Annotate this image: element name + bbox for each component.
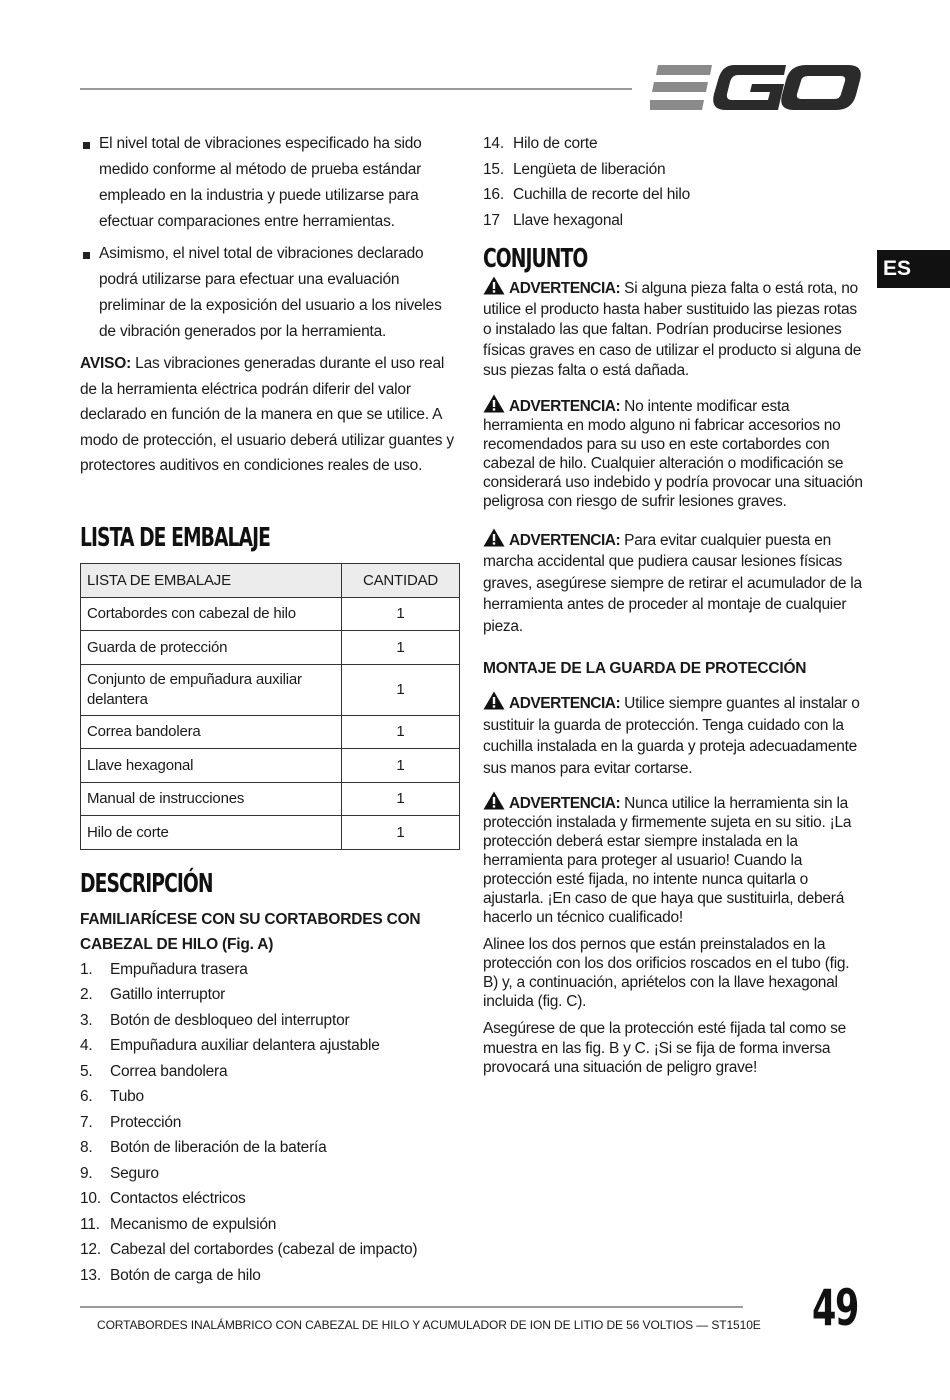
aviso-text: Las vibraciones generadas durante el uso real de la herramienta eléctrica podrán diferir del valor declarado en función de la manera en que se utilice. A modo de protección, el usuario deberá utilizar guantes y protectores auditivos en condiciones reales de uso. xyxy=(80,355,454,474)
item-text: Cuchilla de recorte del hilo xyxy=(513,186,691,203)
item-text: Botón de desbloqueo del interruptor xyxy=(110,1011,350,1029)
table-header-row xyxy=(81,563,460,597)
item-number: 2. xyxy=(80,986,93,1003)
qty-cell: 1 xyxy=(342,664,460,715)
item-cell: Conjunto de empuñadura auxiliar delantera xyxy=(81,664,342,715)
qty-cell: 1 xyxy=(342,782,460,816)
aviso-paragraph xyxy=(80,351,460,479)
warning-text: Si alguna pieza falta o está rota, no utilice el producto hasta haber sustituido las piezas rotas o instalado las que faltan. Podrían producirse lesiones físicas graves en caso de utilizar el producto si alguna de sus piezas falta o está dañada. xyxy=(483,280,862,379)
qty-cell: 1 xyxy=(342,749,460,783)
table-row xyxy=(81,715,460,749)
ego-logo xyxy=(650,62,862,114)
parts-list-continued xyxy=(483,131,863,233)
item-cell: Llave hexagonal xyxy=(81,749,342,783)
item-cell: Hilo de corte xyxy=(81,816,342,850)
item-text: Seguro xyxy=(110,1164,159,1182)
warning-text: Para evitar cualquier puesta en marcha accidental que pudiera causar lesiones físicas graves, asegúrese siempre de retirar el acumulador de la herramienta antes de proceder al montaje de cualquier pieza. xyxy=(483,531,862,635)
vibration-bullets xyxy=(80,131,460,345)
description-subheading: FAMILIARÍCESE CON SU CORTABORDES CON CABEZAL DE HILO (Fig. A) xyxy=(80,910,421,953)
item-number: 10. xyxy=(80,1190,101,1207)
list-item xyxy=(80,1161,460,1187)
table-row xyxy=(81,816,460,850)
table-row xyxy=(81,749,460,783)
guard-heading: MONTAJE DE LA GUARDA DE PROTECCIÓN xyxy=(483,660,807,677)
table-row xyxy=(81,664,460,715)
bullet-item: El nivel total de vibraciones especificado ha sido medido conforme al método de prueba estándar empleado en la industria y puede utilizarse para efectuar comparaciones entre herramientas. xyxy=(80,131,460,235)
item-text: Gatillo interruptor xyxy=(110,986,226,1003)
warning-block xyxy=(483,276,863,382)
conjunto-heading: CONJUNTO xyxy=(483,244,588,274)
item-text: Llave hexagonal xyxy=(513,211,623,229)
left-column xyxy=(80,131,460,1288)
item-number: 4. xyxy=(80,1037,93,1054)
item-number: 8. xyxy=(80,1139,93,1156)
list-item xyxy=(80,1033,460,1059)
item-text: Cabezal del cortabordes (cabezal de impacto) xyxy=(110,1241,418,1258)
warning-label: ADVERTENCIA: xyxy=(509,795,621,812)
list-item xyxy=(80,982,460,1008)
item-text: Correa bandolera xyxy=(110,1062,228,1080)
warning-triangle-icon xyxy=(483,691,505,710)
item-number: 9. xyxy=(80,1164,93,1182)
warning-block xyxy=(483,691,863,779)
aviso-label: AVISO: xyxy=(80,355,132,372)
list-item xyxy=(80,1237,460,1263)
list-item xyxy=(80,1212,460,1238)
list-item xyxy=(80,1135,460,1161)
list-item xyxy=(483,208,863,234)
list-item xyxy=(80,1263,460,1289)
warning-text: Nunca utilice la herramienta sin la protección instalada y firmemente sujeta en su sitio. ¡La protección deberá estar siempre instalada en la herramienta para proteger al usuario! Cuando la protección esté fijada, no intente nunca quitarla o ajustarla. ¡En caso de que haya que sustituirla, deberá hacerlo un técnico cualificado! xyxy=(483,795,852,926)
list-item xyxy=(483,182,863,208)
warning-text: Utilice siempre guantes al instalar o sustituir la guarda de protección. Tenga cuidado con la cuchilla instalada en la guarda y proteja adecuadamente sus manos para evitar cortarse. xyxy=(483,695,860,777)
warning-label: ADVERTENCIA: xyxy=(509,280,621,297)
packing-table xyxy=(80,563,460,850)
item-number: 5. xyxy=(80,1062,93,1080)
table-row xyxy=(81,782,460,816)
warning-triangle-icon xyxy=(483,394,505,413)
footer-title: CORTABORDES INALÁMBRICO CON CABEZAL DE HILO Y ACUMULADOR DE ION DE LITIO DE 56 VOLTIOS — ST1510E xyxy=(97,1318,761,1332)
warning-text: No intente modificar esta herramienta en modo alguno ni fabricar accesorios no recomendados para su uso en este cortabordes con cabezal de hilo. Cualquier alteración o modificación se considerará uso indebido y podría provocar una situación peligrosa con riesgo de sufrir lesiones graves. xyxy=(483,397,863,510)
packing-heading: LISTA DE EMBALAJE xyxy=(80,522,270,553)
item-text: Empuñadura auxiliar delantera ajustable xyxy=(110,1037,380,1054)
item-number: 14. xyxy=(483,135,504,152)
item-text: Lengüeta de liberación xyxy=(513,160,666,178)
col-header-item: LISTA DE EMBALAJE xyxy=(81,563,342,597)
warning-triangle-icon xyxy=(483,528,505,547)
item-cell: Guarda de protección xyxy=(81,631,342,665)
item-cell: Manual de instrucciones xyxy=(81,782,342,816)
item-number: 13. xyxy=(80,1266,101,1284)
item-number: 6. xyxy=(80,1088,93,1105)
warning-block xyxy=(483,528,863,638)
qty-cell: 1 xyxy=(342,816,460,850)
col-header-qty: CANTIDAD xyxy=(342,563,460,597)
warning-block xyxy=(483,394,863,511)
description-heading: DESCRIPCIÓN xyxy=(80,868,213,899)
list-item xyxy=(80,1008,460,1034)
item-text: Mecanismo de expulsión xyxy=(110,1215,277,1233)
item-text: Protección xyxy=(110,1113,182,1131)
warning-triangle-icon xyxy=(483,276,505,295)
item-cell: Correa bandolera xyxy=(81,715,342,749)
align-paragraph: Alinee los dos pernos que están preinstalados en la protección con los dos orificios roscados en el tubo (fig. B) y, a continuación, apriételos con la llave hexagonal incluida (fig. C). xyxy=(483,936,850,1010)
item-number: 16. xyxy=(483,186,504,203)
qty-cell: 1 xyxy=(342,597,460,631)
item-number: 7. xyxy=(80,1113,93,1131)
item-text: Tubo xyxy=(110,1088,144,1105)
item-text: Botón de carga de hilo xyxy=(110,1266,261,1284)
list-item xyxy=(483,157,863,183)
list-item xyxy=(483,131,863,157)
warning-label: ADVERTENCIA: xyxy=(509,531,621,549)
item-text: Empuñadura trasera xyxy=(110,960,248,978)
item-cell: Cortabordes con cabezal de hilo xyxy=(81,597,342,631)
list-item xyxy=(80,1186,460,1212)
table-row xyxy=(81,631,460,665)
bullet-item: Asimismo, el nivel total de vibraciones declarado podrá utilizarse para efectuar una evaluación preliminar de la exposición del usuario a los niveles de vibración generados por la herramienta. xyxy=(80,241,460,345)
table-row xyxy=(81,597,460,631)
warning-block xyxy=(483,791,863,927)
header-rule xyxy=(80,88,632,90)
right-column xyxy=(483,131,863,1078)
item-number: 12. xyxy=(80,1241,101,1258)
footer-rule xyxy=(80,1306,743,1308)
qty-cell: 1 xyxy=(342,715,460,749)
page-number: 49 xyxy=(812,1279,858,1337)
item-number: 1. xyxy=(80,960,93,978)
qty-cell: 1 xyxy=(342,631,460,665)
guard-check-paragraph: Asegúrese de que la protección esté fijada tal como se muestra en las fig. B y C. ¡Si se fija de forma inversa provocará una situación de peligro grave! xyxy=(483,1020,847,1076)
warning-label: ADVERTENCIA: xyxy=(509,397,621,415)
item-number: 17 xyxy=(483,211,500,229)
item-text: Botón de liberación de la batería xyxy=(110,1139,327,1156)
item-number: 11. xyxy=(80,1215,100,1233)
list-item xyxy=(80,1084,460,1110)
item-text: Hilo de corte xyxy=(513,135,598,152)
item-text: Contactos eléctricos xyxy=(110,1190,246,1207)
parts-list xyxy=(80,957,460,1289)
warning-label: ADVERTENCIA: xyxy=(509,695,621,712)
item-number: 3. xyxy=(80,1011,93,1029)
list-item xyxy=(80,957,460,983)
item-number: 15. xyxy=(483,160,504,178)
warning-triangle-icon xyxy=(483,791,505,810)
list-item xyxy=(80,1059,460,1085)
language-tab: ES xyxy=(877,250,950,288)
list-item xyxy=(80,1110,460,1136)
